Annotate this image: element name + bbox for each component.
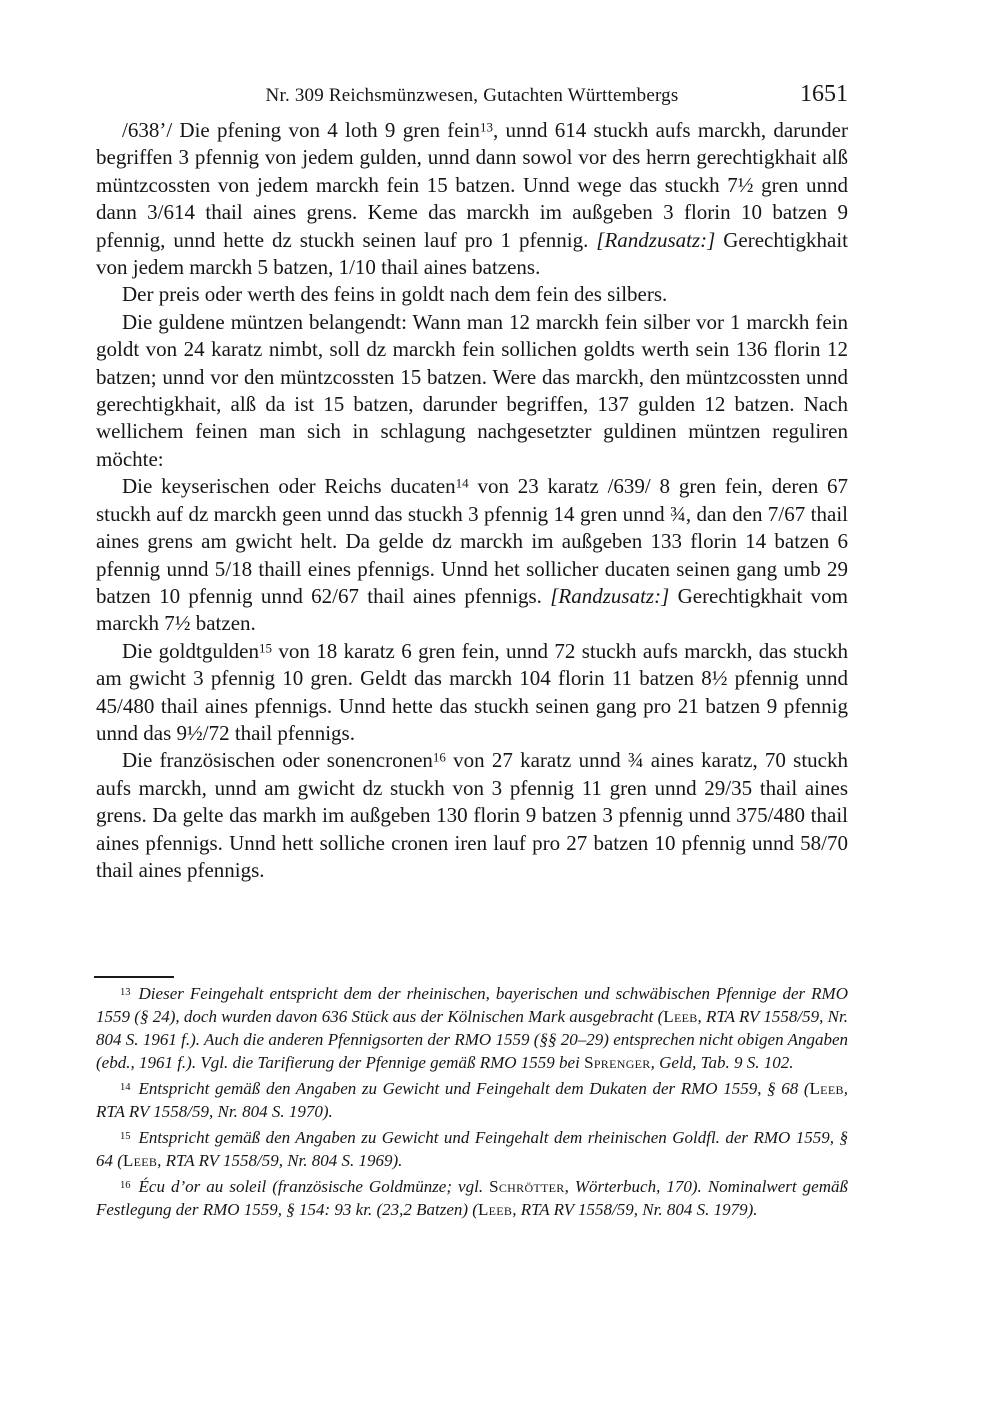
footnote-number: 14 [120,1081,131,1093]
text-run: Gerechtigkhait von jedem marckh 5 batzen, 1/10 thail aines batzens. [96,227,848,280]
body-paragraph [96,281,848,308]
text-run: , unnd 614 stuckh aufs marckh, darunder begriffen 3 pfennig von jedem gulden, unnd dann sowol vor des herrn gerechtigkhait alß müntzcossten von jedem marckh fein 15 batzen. Unnd wege das stuckh 7½ gren unnd dann 3/614 thail aines grens. Keme das marckh im außgeben 3 florin 10 batzen 9 pfennig, unnd hette dz stuckh seinen lauf pro 1 pfennig. [96,118,848,252]
author-name: Schrötter [489,1177,565,1196]
running-header [96,81,848,114]
text-run: Gerechtigkhait vom marckh 7½ batzen. [96,583,848,636]
footnote-ref: 16 [432,749,446,765]
footnote-number: 15 [120,1130,131,1142]
text-run: von 18 karatz 6 gren fein, unnd 72 stuckh aufs marckh, das stuckh am gwicht 3 pfennig 10 gren. Geldt das marckh 104 florin 11 batzen 8½ pfennig unnd 45/480 thail aines pfennigs. Unnd hette das stuckh seinen gang pro 21 batzen 9 pfennig unnd das 9½/72 thail pfennigs. [96,638,848,745]
italic-text: [Randzusatz:] [596,227,716,252]
text-run: Die keyserischen oder Reichs ducaten [122,474,456,499]
footnote-ref: 14 [455,475,469,491]
text-run: Die guldene müntzen belangendt: Wann man 12 marckh fein silber vor 1 marckh fein goldt von 24 karatz nimbt, soll dz marckh fein sollichen goldts werth sein 136 florin 12 batzen; unnd vor den müntzcossten 15 batzen. Were das marckh, den müntzcossten unnd gerechtigkhait, alß da ist 15 batzen, darunder begriffen, 137 gulden 12 batzen. Nach wellichem feinen man sich in schlagung nachgesetzter guldinen müntzen reguliren möchte: [96,309,848,471]
body-paragraph [96,747,848,884]
footnote-number: 16 [120,1179,131,1191]
footnote-separator-rule [94,976,174,978]
body-paragraph [96,473,848,637]
footnote-number: 13 [120,986,131,998]
author-name: Leeb [663,1007,698,1026]
text-run: Entspricht gemäß den Angaben zu Gewicht und Feingehalt dem Dukaten der RMO 1559, § 68 ( [138,1079,810,1098]
page-number: 1651 [800,81,848,107]
footnote-ref: 15 [259,640,273,656]
text-run: Écu d’or au soleil (französische Goldmünze; vgl. [138,1177,490,1196]
body-text [96,117,848,884]
author-name: Leeb [122,1151,158,1170]
text-run: , Geld, Tab. 9 S. 102. [650,1053,794,1072]
author-name: Sprenger [584,1053,651,1072]
text-run: Die goldtgulden [122,638,259,663]
body-paragraph [96,117,848,281]
footnotes [96,982,848,1224]
text-run: , Wörterbuch, 170). Nominalwert gemäß Festlegung der RMO 1559, § 154: 93 kr. (23,2 Batzen) ( [96,1177,848,1219]
footnote-item [96,982,848,1074]
text-run: Entspricht gemäß den Angaben zu Gewicht und Feingehalt dem rheinischen Goldfl. der RMO 1559, § 64 ( [96,1128,848,1170]
body-paragraph [96,309,848,473]
text-run: , RTA RV 1558/59, Nr. 804 S. 1970). [96,1079,848,1121]
text-run: Die französischen oder sonencronen [122,748,433,773]
text-run: , RTA RV 1558/59, Nr. 804 S. 1961 f.). Auch die anderen Pfennigsorten der RMO 1559 (§§ 20–29) entsprechen nicht obigen Angaben (ebd., 1961 f.). Vgl. die Tarifierung der Pfennige gemäß RMO 1559 bei [96,1007,848,1072]
text-run: von 27 karatz unnd ¾ aines karatz, 70 stuckh aufs marckh, unnd am gwicht dz stuckh von 3 pfennig 11 gren unnd 29/35 thail aines grens. Da gelte das markh im außgeben 130 florin 9 batzen 3 pfennig unnd 375/480 thail aines pfennigs. Unnd hett solliche cronen iren lauf pro 27 batzen 10 pfennig unnd 58/70 thail aines pfennigs. [96,748,848,882]
running-title: Nr. 309 Reichsmünzwesen, Gutachten Württembergs [265,85,679,106]
author-name: Leeb [809,1079,844,1098]
author-name: Leeb [477,1200,513,1219]
text-run: Dieser Feingehalt entspricht dem der rheinischen, bayerischen und schwäbischen Pfennige der RMO 1559 (§ 24), doch wurden davon 636 Stück aus der Kölnischen Mark ausgebracht ( [96,984,848,1026]
italic-text: [Randzusatz:] [550,583,670,608]
footnote-item [96,1175,848,1221]
text-run: Der preis oder werth des feins in goldt nach dem fein des silbers. [122,282,668,307]
body-paragraph [96,638,848,748]
footnote-ref: 13 [479,119,493,135]
text-run: von 23 karatz /639/ 8 gren fein, deren 67 stuckh auf dz marckh geen unnd das stuckh 3 pfennig 14 gren unnd ¾, dan den 7/67 thail aines grens am gwicht helt. Da gelde dz marckh im außgeben 133 florin 14 batzen 6 pfennig unnd 5/18 thaill eines pfennigs. Unnd het sollicher ducaten seinen gang umb 29 batzen 10 pfennig unnd 62/67 thail aines pfennigs. [96,474,849,608]
text-run: , RTA RV 1558/59, Nr. 804 S. 1979). [512,1200,758,1219]
text-run: /638’/ Die pfening von 4 loth 9 gren fein [122,118,480,142]
text-run: , RTA RV 1558/59, Nr. 804 S. 1969). [157,1151,403,1170]
footnote-item [96,1077,848,1123]
footnote-item [96,1126,848,1172]
